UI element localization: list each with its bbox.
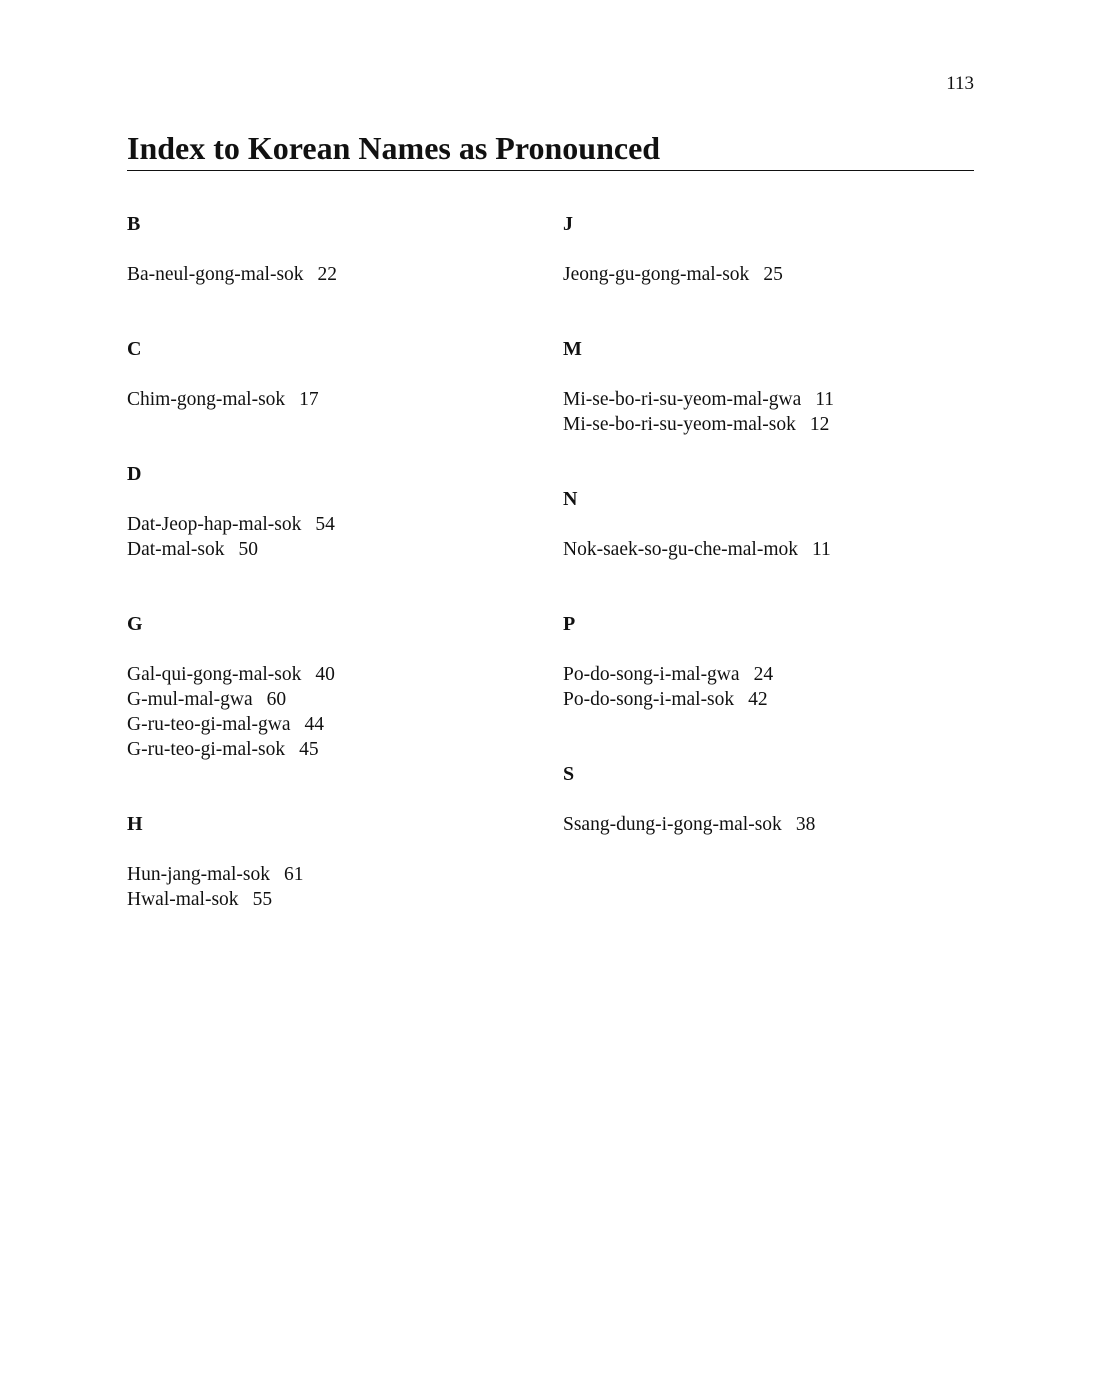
index-entry	[563, 262, 983, 287]
index-section	[563, 487, 983, 562]
entry-name: Ssang-dung-i-gong-mal-sok	[563, 814, 782, 835]
index-entry	[563, 662, 983, 687]
entry-page-number: 44	[304, 714, 325, 735]
entry-page-number: 55	[252, 889, 273, 910]
section-letter: D	[127, 463, 142, 485]
entry-name: Hwal-mal-sok	[127, 889, 239, 910]
entry-page-number: 40	[315, 664, 335, 685]
section-gap	[563, 712, 983, 762]
entry-page-number: 24	[753, 664, 774, 685]
entry-page-number: 17	[299, 389, 319, 410]
entry-page-number: 50	[238, 539, 258, 560]
section-gap	[127, 412, 547, 462]
index-entry	[563, 537, 983, 562]
index-entry	[127, 262, 547, 287]
index-section	[127, 337, 547, 412]
entry-name: Mi-se-bo-ri-su-yeom-mal-sok	[563, 414, 796, 435]
index-entry	[127, 687, 547, 712]
index-section	[127, 212, 547, 287]
entry-page-number: 25	[763, 264, 783, 285]
index-section	[127, 812, 547, 912]
section-gap	[563, 562, 983, 612]
section-letter: M	[563, 338, 582, 360]
section-gap	[127, 562, 547, 612]
entry-page-number: 12	[809, 414, 830, 435]
entry-page-number: 38	[795, 814, 816, 835]
section-gap	[127, 287, 547, 337]
entry-name: Hun-jang-mal-sok	[127, 864, 270, 885]
section-gap	[563, 437, 983, 487]
section-gap	[563, 287, 983, 337]
index-section	[563, 762, 983, 837]
index-section	[127, 462, 547, 562]
entry-name: Jeong-gu-gong-mal-sok	[563, 264, 750, 285]
index-entry	[127, 537, 547, 562]
entry-name: Mi-se-bo-ri-su-yeom-mal-gwa	[563, 389, 802, 410]
index-entry	[127, 387, 547, 412]
entry-page-number: 22	[317, 264, 338, 285]
page-number: 113	[946, 73, 974, 94]
section-letter: B	[127, 213, 141, 235]
entry-page-number: 54	[315, 514, 335, 535]
section-letter: N	[563, 488, 578, 510]
entry-name: Chim-gong-mal-sok	[127, 389, 286, 410]
entry-name: G-ru-teo-gi-mal-sok	[127, 739, 286, 760]
index-section	[563, 612, 983, 712]
entry-page-number: 42	[748, 689, 768, 710]
index-entry	[563, 687, 983, 712]
index-section	[563, 212, 983, 287]
entry-name: Po-do-song-i-mal-sok	[563, 689, 735, 710]
section-letter: G	[127, 613, 143, 635]
index-section	[563, 337, 983, 437]
index-entry	[563, 812, 983, 837]
index-entry	[563, 412, 983, 437]
entry-name: Nok-saek-so-gu-che-mal-mok	[563, 539, 798, 560]
section-letter: S	[563, 763, 575, 785]
index-entry	[127, 737, 547, 762]
entry-name: Ba-neul-gong-mal-sok	[127, 264, 304, 285]
entry-name: G-ru-teo-gi-mal-gwa	[127, 714, 291, 735]
index-entry	[127, 887, 547, 912]
section-letter: C	[127, 338, 142, 360]
entry-name: Gal-qui-gong-mal-sok	[127, 664, 302, 685]
index-section	[127, 612, 547, 762]
page-title: Index to Korean Names as Pronounced	[127, 128, 974, 171]
index-entry	[127, 512, 547, 537]
entry-name: Dat-mal-sok	[127, 539, 225, 560]
section-letter: H	[127, 813, 143, 835]
entry-name: G-mul-mal-gwa	[127, 689, 253, 710]
entry-page-number: 61	[283, 864, 304, 885]
section-letter: P	[563, 613, 576, 635]
entry-page-number: 60	[266, 689, 287, 710]
section-gap	[127, 762, 547, 812]
index-entry	[563, 387, 983, 412]
index-entry	[127, 712, 547, 737]
index-column-right	[563, 212, 983, 837]
entry-name: Dat-Jeop-hap-mal-sok	[127, 514, 302, 535]
entry-page-number: 45	[299, 739, 319, 760]
index-entry	[127, 862, 547, 887]
index-entry	[127, 662, 547, 687]
entry-page-number: 11	[815, 389, 835, 410]
entry-name: Po-do-song-i-mal-gwa	[563, 664, 740, 685]
index-column-left	[127, 212, 547, 912]
entry-page-number: 11	[812, 539, 831, 560]
section-letter: J	[563, 213, 573, 235]
